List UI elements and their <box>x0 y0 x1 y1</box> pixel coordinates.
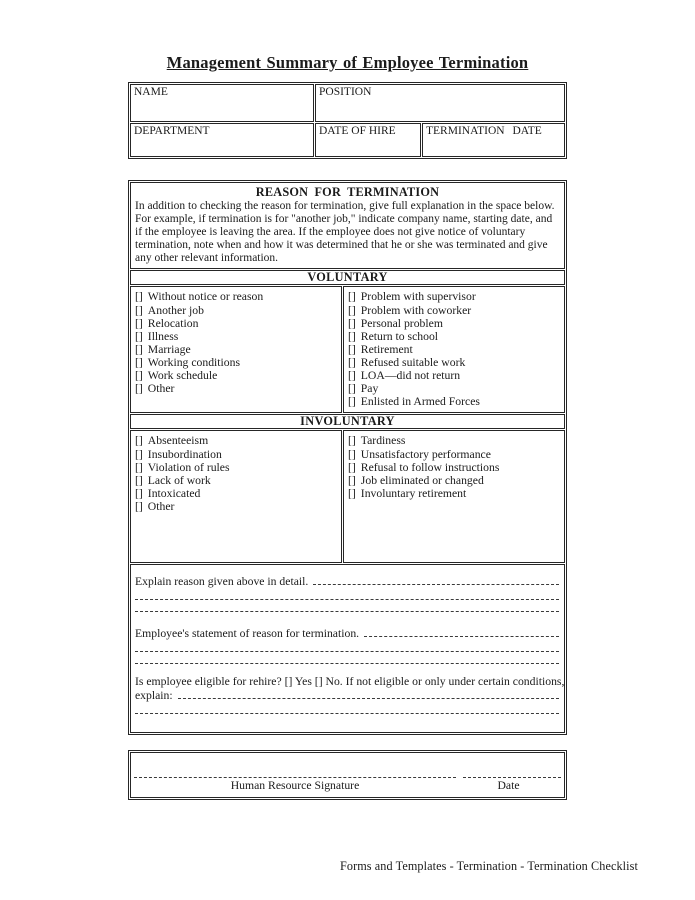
checkbox-item[interactable] <box>348 487 560 500</box>
checkbox-icon[interactable]: [] <box>348 303 356 317</box>
checkbox-item[interactable] <box>135 330 337 343</box>
checkbox-label: Another job <box>147 303 204 317</box>
blank-line[interactable] <box>135 587 559 600</box>
date-of-hire-field[interactable] <box>315 123 421 157</box>
checkbox-label: Without notice or reason <box>147 290 264 304</box>
checkbox-item[interactable] <box>348 356 560 369</box>
date-of-hire-label: DATE OF HIRE <box>319 125 396 137</box>
blank-line[interactable] <box>313 574 559 585</box>
checkbox-icon[interactable]: [] <box>348 369 356 383</box>
checkbox-icon[interactable]: [] <box>135 342 143 356</box>
checkbox-icon[interactable]: [] <box>348 395 356 409</box>
blank-line[interactable] <box>364 626 559 637</box>
signature-box-inner <box>130 752 565 798</box>
checkbox-item[interactable] <box>348 304 560 317</box>
footer-text: Forms and Templates - Termination - Termination Checklist <box>340 859 638 873</box>
checkbox-label: Other <box>147 382 175 396</box>
checkbox-icon[interactable]: [] <box>348 316 356 330</box>
checkbox-item[interactable] <box>348 330 560 343</box>
checkbox-item[interactable] <box>348 448 560 461</box>
voluntary-checkbox-area <box>130 286 565 413</box>
checkbox-label: Enlisted in Armed Forces <box>360 395 480 409</box>
involuntary-header: INVOLUNTARY <box>130 414 565 429</box>
checkbox-icon[interactable]: [] <box>135 434 143 448</box>
checkbox-item[interactable] <box>135 290 337 303</box>
checkbox-icon[interactable]: [] <box>135 303 143 317</box>
reason-section-header: REASON FOR TERMINATION <box>255 185 440 199</box>
signature-box <box>128 750 567 800</box>
checkbox-icon[interactable]: [] <box>348 447 356 461</box>
checkbox-icon[interactable]: [] <box>135 355 143 369</box>
checkbox-label: Personal problem <box>360 316 443 330</box>
checkbox-label: Return to school <box>360 329 439 343</box>
checkbox-item[interactable] <box>135 343 337 356</box>
checkbox-item[interactable] <box>348 343 560 356</box>
checkbox-icon[interactable]: [] <box>135 316 143 330</box>
checkbox-label: Pay <box>360 382 379 396</box>
reason-for-termination-box <box>128 180 567 735</box>
reason-intro-text: In addition to checking the reason for termination, give full explanation in the space below. For example, if termination is for "another job," indicate company name, starting date, and if the employee is leaving the area. If the employee does not give notice of voluntary termination, note when and how it was determined that he or she was terminated and give any other relevant information. <box>135 200 555 265</box>
checkbox-icon[interactable]: [] <box>348 342 356 356</box>
checkbox-item[interactable] <box>135 487 337 500</box>
checkbox-item[interactable] <box>135 448 337 461</box>
rehire-explain-label: explain: <box>135 689 173 703</box>
checkbox-icon[interactable]: [] <box>348 355 356 369</box>
checkbox-label: Illness <box>147 329 179 343</box>
termination-date-field[interactable] <box>422 123 565 157</box>
date-label: Date <box>497 779 520 792</box>
checkbox-label: Refused suitable work <box>360 355 466 369</box>
checkbox-label: Marriage <box>147 342 191 356</box>
date-blank-line[interactable] <box>463 773 561 778</box>
checkbox-icon[interactable]: [] <box>348 382 356 396</box>
checkbox-icon[interactable]: [] <box>348 434 356 448</box>
department-label: DEPARTMENT <box>134 125 210 137</box>
name-field[interactable] <box>130 84 314 122</box>
info-table-row <box>130 84 565 122</box>
checkbox-label: Lack of work <box>147 473 211 487</box>
blank-line[interactable] <box>135 701 559 714</box>
checkbox-item[interactable] <box>348 395 560 408</box>
checkbox-label: Working conditions <box>147 355 241 369</box>
hr-signature-label: Human Resource Signature <box>230 779 360 792</box>
checkbox-icon[interactable]: [] <box>135 486 143 500</box>
checkbox-label: Absenteeism <box>147 434 209 448</box>
department-field[interactable] <box>130 123 314 157</box>
signature-blank-line[interactable] <box>134 773 456 778</box>
checkbox-icon[interactable]: [] <box>135 499 143 513</box>
blank-line[interactable] <box>135 652 559 665</box>
checkbox-icon[interactable]: [] <box>135 329 143 343</box>
voluntary-left-column <box>130 286 342 413</box>
explain-reason-label: Explain reason given above in detail. <box>135 575 309 589</box>
checkbox-icon[interactable]: [] <box>135 382 143 396</box>
employee-statement-label: Employee's statement of reason for termination. <box>135 627 360 641</box>
explain-section <box>130 564 565 733</box>
checkbox-item[interactable] <box>135 474 337 487</box>
checkbox-item[interactable] <box>135 500 337 513</box>
checkbox-icon[interactable]: [] <box>348 486 356 500</box>
checkbox-item[interactable] <box>135 304 337 317</box>
checkbox-icon[interactable]: [] <box>348 460 356 474</box>
checkbox-label: Retirement <box>360 342 413 356</box>
checkbox-item[interactable] <box>135 461 337 474</box>
blank-line[interactable] <box>135 639 559 652</box>
checkbox-label: Insubordination <box>147 447 222 461</box>
employee-info-table <box>128 82 567 159</box>
checkbox-item[interactable] <box>348 461 560 474</box>
checkbox-label: Unsatisfactory performance <box>360 447 491 461</box>
checkbox-item[interactable] <box>135 382 337 395</box>
checkbox-item[interactable] <box>348 317 560 330</box>
checkbox-label: Other <box>147 499 175 513</box>
checkbox-item[interactable] <box>348 290 560 303</box>
voluntary-right-column <box>343 286 565 413</box>
position-label: POSITION <box>319 86 372 98</box>
reason-intro-section <box>130 182 565 269</box>
checkbox-item[interactable] <box>348 369 560 382</box>
checkbox-icon[interactable]: [] <box>135 460 143 474</box>
rehire-question: Is employee eligible for rehire? [] Yes [] No. If not eligible or only under certain conditions, <box>135 675 565 689</box>
voluntary-header: VOLUNTARY <box>130 270 565 285</box>
checkbox-item[interactable] <box>135 369 337 382</box>
checkbox-label: Problem with coworker <box>360 303 472 317</box>
checkbox-item[interactable] <box>348 434 560 447</box>
checkbox-label: Violation of rules <box>147 460 230 474</box>
info-table-row <box>130 123 565 157</box>
blank-line[interactable] <box>178 688 559 699</box>
checkbox-item[interactable] <box>348 474 560 487</box>
position-field[interactable] <box>315 84 565 122</box>
checkbox-item[interactable] <box>135 434 337 447</box>
checkbox-label: Job eliminated or changed <box>360 473 484 487</box>
checkbox-label: Problem with supervisor <box>360 290 476 304</box>
checkbox-label: Refusal to follow instructions <box>360 460 500 474</box>
checkbox-icon[interactable]: [] <box>135 369 143 383</box>
checkbox-label: Relocation <box>147 316 199 330</box>
checkbox-item[interactable] <box>135 356 337 369</box>
blank-line[interactable] <box>135 600 559 613</box>
checkbox-label: Intoxicated <box>147 486 201 500</box>
checkbox-icon[interactable]: [] <box>348 290 356 304</box>
checkbox-label: Tardiness <box>360 434 406 448</box>
checkbox-icon[interactable]: [] <box>135 290 143 304</box>
page-title: Management Summary of Employee Termination <box>166 53 529 72</box>
checkbox-label: Involuntary retirement <box>360 486 467 500</box>
checkbox-icon[interactable]: [] <box>135 447 143 461</box>
involuntary-left-column <box>130 430 342 563</box>
termination-date-label: TERMINATION DATE <box>426 125 542 137</box>
name-label: NAME <box>134 86 168 98</box>
checkbox-icon[interactable]: [] <box>135 473 143 487</box>
checkbox-icon[interactable]: [] <box>348 473 356 487</box>
involuntary-right-column <box>343 430 565 563</box>
checkbox-item[interactable] <box>135 317 337 330</box>
checkbox-label: LOA—did not return <box>360 369 461 383</box>
checkbox-label: Work schedule <box>147 369 218 383</box>
checkbox-icon[interactable]: [] <box>348 329 356 343</box>
checkbox-item[interactable] <box>348 382 560 395</box>
involuntary-checkbox-area <box>130 430 565 563</box>
